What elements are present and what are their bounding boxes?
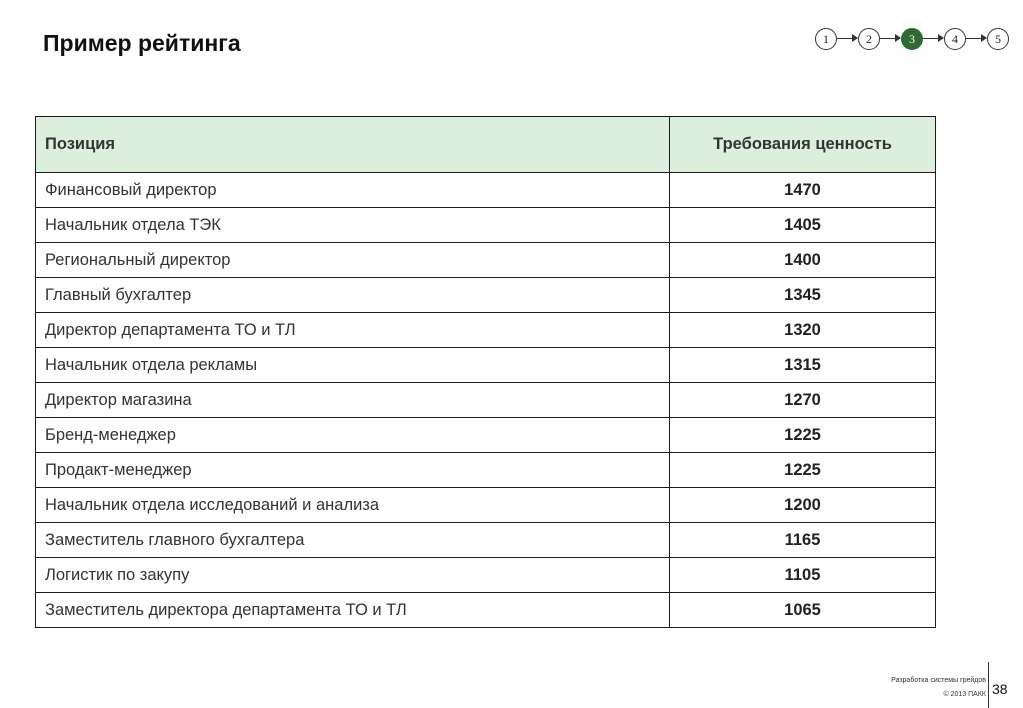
cell-position: Заместитель главного бухгалтера <box>36 523 670 558</box>
cell-value: 1105 <box>670 558 936 593</box>
cell-value: 1225 <box>670 418 936 453</box>
table-row <box>36 418 936 453</box>
cell-value: 1200 <box>670 488 936 523</box>
cell-position: Логистик по закупу <box>36 558 670 593</box>
arrow-right-icon <box>923 38 943 39</box>
rating-table <box>35 116 936 628</box>
step-5[interactable]: 5 <box>987 28 1009 50</box>
cell-value: 1065 <box>670 593 936 628</box>
table-row <box>36 173 936 208</box>
table-row <box>36 383 936 418</box>
cell-value: 1315 <box>670 348 936 383</box>
cell-value: 1165 <box>670 523 936 558</box>
table-row <box>36 313 936 348</box>
table-row <box>36 523 936 558</box>
cell-position: Директор магазина <box>36 383 670 418</box>
step-1[interactable]: 1 <box>815 28 837 50</box>
table-row <box>36 593 936 628</box>
table-row <box>36 243 936 278</box>
cell-position: Начальник отдела исследований и анализа <box>36 488 670 523</box>
page-title: Пример рейтинга <box>43 30 241 56</box>
cell-position: Продакт-менеджер <box>36 453 670 488</box>
arrow-right-icon <box>966 38 986 39</box>
cell-position: Бренд-менеджер <box>36 418 670 453</box>
arrow-right-icon <box>880 38 900 39</box>
column-header-position: Позиция <box>36 117 670 173</box>
cell-value: 1405 <box>670 208 936 243</box>
cell-value: 1470 <box>670 173 936 208</box>
cell-value: 1225 <box>670 453 936 488</box>
arrow-right-icon <box>837 38 857 39</box>
cell-value: 1345 <box>670 278 936 313</box>
column-header-value: Требования ценность <box>670 117 936 173</box>
step-4[interactable]: 4 <box>944 28 966 50</box>
table-row <box>36 208 936 243</box>
step-3-active[interactable]: 3 <box>901 28 923 50</box>
cell-position: Начальник отдела рекламы <box>36 348 670 383</box>
cell-value: 1270 <box>670 383 936 418</box>
cell-position: Начальник отдела ТЭК <box>36 208 670 243</box>
cell-position: Финансовый директор <box>36 173 670 208</box>
footer <box>891 674 986 702</box>
cell-position: Заместитель директора департамента ТО и ТЛ <box>36 593 670 628</box>
table-row <box>36 453 936 488</box>
footer-caption: Разработка системы грейдов <box>891 677 986 684</box>
cell-position: Главный бухгалтер <box>36 278 670 313</box>
table-row <box>36 278 936 313</box>
footer-copyright: © 2013 ПАКК <box>943 691 986 698</box>
cell-position: Региональный директор <box>36 243 670 278</box>
table-row <box>36 488 936 523</box>
table-row <box>36 558 936 593</box>
table-header-row <box>36 117 936 173</box>
footer-divider <box>988 662 989 708</box>
page-number: 38 <box>992 681 1008 697</box>
cell-position: Директор департамента ТО и ТЛ <box>36 313 670 348</box>
table-body <box>36 173 936 628</box>
step-navigation <box>815 28 1010 50</box>
table-row <box>36 348 936 383</box>
step-2[interactable]: 2 <box>858 28 880 50</box>
cell-value: 1400 <box>670 243 936 278</box>
cell-value: 1320 <box>670 313 936 348</box>
